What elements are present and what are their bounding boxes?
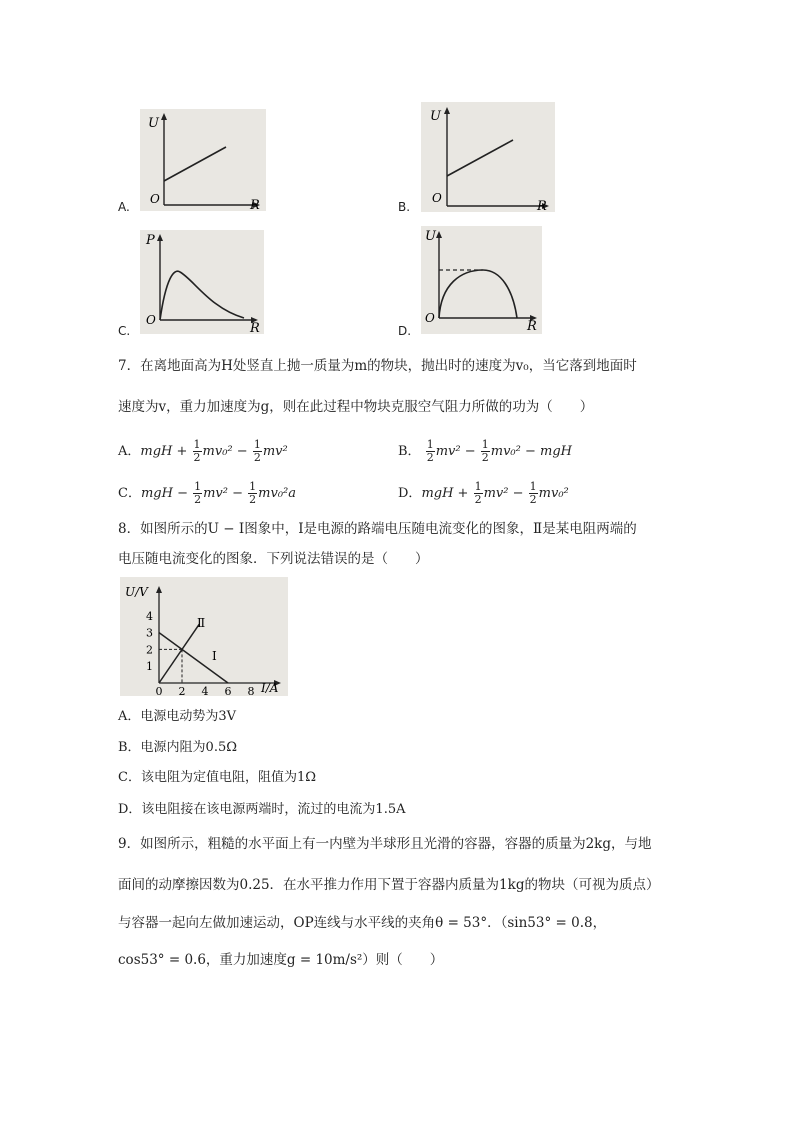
chart-x-tick-label: 0 — [155, 685, 163, 696]
q7-option-a — [118, 439, 288, 464]
chart-x-tick-label: 8 — [247, 685, 255, 696]
q7-option-c — [118, 481, 296, 506]
fraction-half: $\frac{1}{2}$ — [474, 480, 482, 506]
chart-y-tick-label: 2 — [146, 643, 153, 657]
chart-x-tick-label: 4 — [201, 685, 209, 696]
option-d-letter: D. — [398, 324, 412, 338]
chart-y-tick-label: 4 — [146, 609, 153, 623]
graph-c-ylabel: P — [146, 233, 155, 248]
q7-option-a-mid: mv₀² − — [202, 444, 248, 459]
fraction-half: $\frac{1}{2}$ — [253, 438, 261, 464]
chart-y-arrow — [156, 586, 162, 593]
graph-c-origin: O — [146, 313, 156, 327]
fraction-half: $\frac{1}{2}$ — [529, 480, 537, 506]
q9-line4: cos53° = 0.6，重力加速度g = 10m/s²）则（ ） — [118, 952, 444, 968]
chart-y-tick-label: 1 — [146, 660, 153, 674]
graph-b-origin: O — [432, 191, 442, 205]
q7-option-a-label: A． — [118, 444, 141, 459]
graph-d-curve — [439, 270, 517, 318]
graph-c-curve — [160, 271, 244, 320]
q7-option-c-post: mv₀²a — [258, 486, 297, 501]
graph-d-y-arrow — [436, 231, 442, 238]
q8-line1: 8．如图所示的U − I图象中，Ⅰ是电源的路端电压随电流变化的图象，Ⅱ是某电阻两端的 — [118, 521, 637, 537]
graph-c-svg — [140, 230, 264, 334]
chart-x-tick-label: 2 — [178, 685, 186, 696]
q9-line3: 与容器一起向左做加速运动，OP连线与水平线的夹角θ = 53°．（sin53° = 0.8， — [118, 915, 607, 931]
graph-a-line — [164, 147, 226, 181]
graph-a-xlabel: R — [250, 198, 260, 211]
graph-a-y-arrow — [161, 113, 167, 120]
q9-line1: 9．如图所示，粗糙的水平面上有一内壁为半球形且光滑的容器，容器的质量为2kg，与地 — [118, 836, 652, 852]
graph-b-line — [447, 140, 513, 176]
chart-ylabel: U/V — [125, 585, 148, 599]
graph-c-y-arrow — [157, 234, 163, 241]
q7-line2: 速度为v，重力加速度为g，则在此过程中物块克服空气阻力所做的功为（ ） — [118, 399, 594, 415]
q9-line2: 面间的动摩擦因数为0.25．在水平推力作用下置于容器内质量为1kg的物块（可视为质点） — [118, 877, 660, 893]
q7-option-d-post: mv₀² — [538, 486, 569, 501]
q7-option-c-mid: mv² − — [203, 486, 244, 501]
graph-c-image — [140, 230, 264, 334]
graph-b-image — [421, 102, 555, 212]
ui-graph-image — [120, 577, 288, 696]
graph-a-svg — [140, 109, 266, 211]
q7-option-a-pre: mgH + — [140, 444, 188, 459]
ui-chart-svg — [120, 577, 288, 696]
graph-b-xlabel: R — [537, 199, 547, 212]
q8-option-b: B．电源内阻为0.5Ω — [118, 740, 238, 755]
chart-x-tick-label: 6 — [224, 685, 232, 696]
q8-option-c: C．该电阻为定值电阻，阻值为1Ω — [118, 770, 316, 785]
option-b-letter: B. — [398, 200, 411, 214]
q7-option-d-label: D． — [398, 486, 422, 501]
q7-line1: 7．在离地面高为H处竖直上抛一质量为m的物块，抛出时的速度为v₀，当它落到地面时 — [118, 358, 637, 374]
graph-b-svg — [421, 102, 555, 212]
q8-option-a: A．电源电动势为3V — [118, 709, 237, 724]
q7-option-a-post: mv² — [262, 444, 288, 459]
q7-option-d-mid: mv² − — [483, 486, 524, 501]
graph-a-origin: O — [150, 192, 160, 206]
graph-d-image — [421, 226, 542, 334]
chart-series-label-1: Ⅰ — [212, 649, 217, 663]
q8-option-d: D．该电阻接在该电源两端时，流过的电流为1.5A — [118, 802, 406, 817]
fraction-half: $\frac{1}{2}$ — [481, 438, 489, 464]
chart-series-line-1 — [159, 633, 228, 683]
fraction-half: $\frac{1}{2}$ — [249, 480, 257, 506]
graph-d-ylabel: U — [425, 229, 436, 244]
q7-option-b — [398, 439, 572, 464]
graph-d-origin: O — [425, 311, 435, 325]
graph-a-ylabel: U — [148, 116, 159, 131]
q7-option-c-label: C． — [118, 486, 141, 501]
chart-series-label-2: Ⅱ — [197, 616, 206, 630]
q7-option-d — [398, 481, 569, 506]
chart-y-tick-label: 3 — [146, 626, 153, 640]
q7-option-b-post: mv₀² − mgH — [490, 444, 573, 459]
fraction-half: $\frac{1}{2}$ — [193, 438, 201, 464]
graph-b-ylabel: U — [430, 109, 441, 124]
q7-option-b-mid: mv² − — [435, 444, 476, 459]
fraction-half: $\frac{1}{2}$ — [426, 438, 434, 464]
chart-series-line-2 — [159, 624, 199, 683]
q7-option-b-label: B． — [398, 444, 421, 459]
fraction-half: $\frac{1}{2}$ — [194, 480, 202, 506]
chart-series-group — [159, 624, 228, 683]
option-a-letter: A. — [118, 200, 130, 214]
option-c-letter: C. — [118, 324, 131, 338]
graph-d-xlabel: R — [527, 319, 537, 334]
q7-option-d-pre: mgH + — [421, 486, 469, 501]
q8-line2: 电压随电流变化的图象．下列说法错误的是（ ） — [118, 551, 429, 567]
graph-b-y-arrow — [444, 107, 450, 114]
graph-a-image — [140, 109, 266, 211]
q7-option-c-pre: mgH − — [140, 486, 188, 501]
chart-xlabel: I/A — [261, 681, 279, 695]
graph-c-xlabel: R — [250, 321, 260, 334]
graph-d-svg — [421, 226, 542, 334]
